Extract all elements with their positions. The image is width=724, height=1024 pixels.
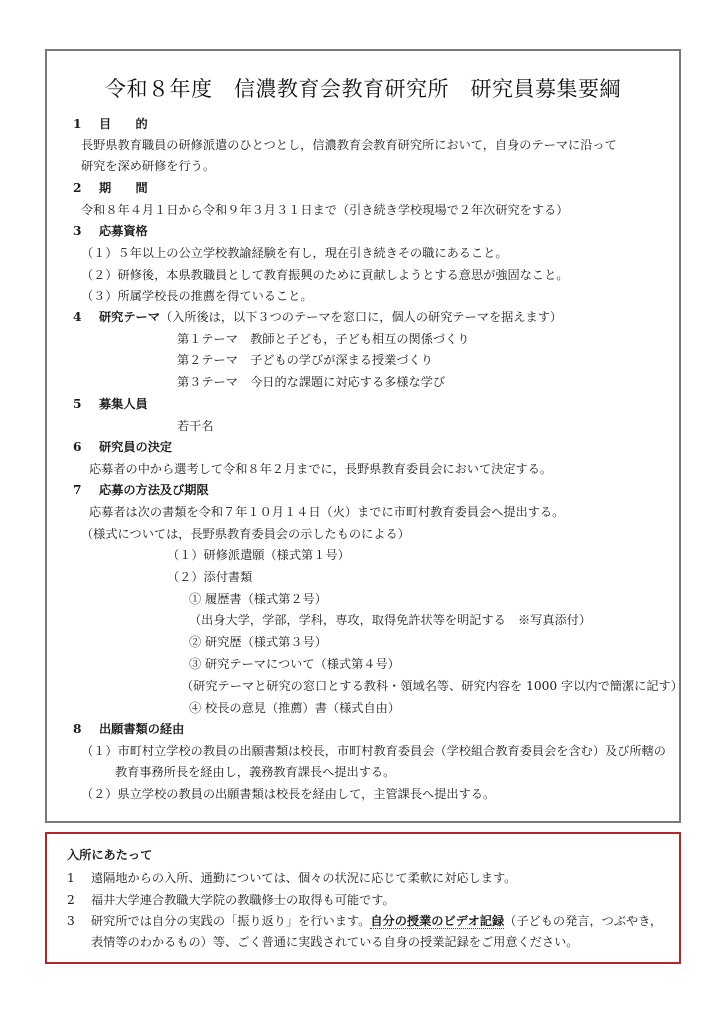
section-5-heading: 5 募集人員 [73, 397, 148, 411]
section-3-line-2: （２）研修後，本県教職員として教育振興のために貢献しようとする意思が強固なこと。 [81, 268, 569, 282]
video-record-highlight: 自分の授業のビデオ記録 [370, 914, 505, 928]
section-3-line-1: （１）５年以上の公立学校教諭経験を有し，現在引き続きその職にあること。 [81, 246, 508, 260]
theme-3: 第３テーマ 今日的な課題に対応する多様な学び [177, 375, 446, 389]
section-7-heading: 7 応募の方法及び期限 [73, 483, 209, 497]
section-7-line-1: 応募者は次の書類を令和７年１０月１４日（火）までに市町村教育委員会へ提出する。 [89, 505, 565, 519]
theme-2: 第２テーマ 子どもの学びが深まる授業づくり [177, 353, 433, 367]
section-7-line-8: ③ 研究テーマについて（様式第４号） [189, 657, 400, 671]
page-title: 令和８年度 信濃教育会教育研究所 研究員募集要綱 [105, 77, 621, 101]
section-4-note: （入所後は，以下３つのテーマを窓口に，個人の研究テーマを据えます） [159, 310, 563, 324]
notice-heading: 入所にあたって [67, 848, 153, 862]
section-5-line-1: 若干名 [177, 419, 214, 433]
main-section [45, 49, 681, 823]
section-3-line-3: （３）所属学校長の推薦を得ていること。 [81, 289, 313, 303]
section-7-line-9: （研究テーマと研究の窓口とする教科・領域名等、研究内容を 1000 字以内で簡潔に記す） [181, 679, 683, 693]
section-2-line-1: 令和８年４月１日から令和９年３月３１日まで（引き続き学校現場で２年次研究をする） [81, 203, 569, 217]
notice-item-2: 2 福井大学連合教職大学院の教職修士の取得も可能です。 [67, 893, 395, 907]
section-3-heading: 3 応募資格 [73, 224, 148, 238]
section-6-heading: 6 研究員の決定 [73, 440, 173, 454]
theme-1: 第１テーマ 教師と子ども，子ども相互の関係づくり [177, 332, 470, 346]
section-7-line-7: ② 研究歴（様式第３号） [189, 635, 327, 649]
section-8-line-2: 教育事務所長を経由し，義務教育課長へ提出する。 [115, 765, 396, 779]
section-7-line-2: （様式については，長野県教育委員会の示したものによる） [81, 527, 410, 541]
notice-item-1: 1 遠隔地からの入所、通勤については、個々の状況に応じて柔軟に対応します。 [67, 871, 517, 885]
section-2-heading: 2 期 間 [73, 181, 148, 195]
section-8-line-3: （２）県立学校の教員の出願書類は校長を経由して，主管課長へ提出する。 [81, 787, 496, 801]
section-7-line-10: ④ 校長の意見（推薦）書（様式自由） [189, 701, 401, 715]
section-7-line-3: （１）研修派遣願（様式第１号） [167, 548, 350, 562]
notice-item-3-line-2: 表情等のわかるもの）等、ごく普通に実践されている自身の授業記録をご用意ください。 [91, 935, 579, 949]
section-1-line-1: 長野県教育職員の研修派遣のひとつとし，信濃教育会教育研究所において，自身のテーマに沿って [81, 138, 617, 152]
section-7-line-6: （出身大学，学部，学科，専攻，取得免許状等を明記する ※写真添付） [189, 613, 592, 627]
section-7-line-4: （２）添付書類 [167, 570, 253, 584]
section-6-line-1: 応募者の中から選考して令和８年２月までに，長野県教育委員会において決定する。 [89, 462, 553, 476]
section-7-line-5: ① 履歴書（様式第２号） [189, 592, 327, 606]
section-8-line-1: （１）市町村立学校の教員の出願書類は校長，市町村教育委員会（学校組合教育委員会を含む）及び所轄の [81, 744, 666, 758]
notice-section [45, 832, 681, 964]
section-4-heading: 4 研究テーマ（入所後は，以下３つのテーマを窓口に，個人の研究テーマを据えます） [73, 310, 563, 324]
section-8-heading: 8 出願書類の経由 [73, 722, 185, 736]
section-1-line-2: 研究を深め研修を行う。 [81, 159, 216, 173]
notice-item-3: 3 研究所では自分の実践の「振り返り」を行います。自分の授業のビデオ記録（子どもの発言，つぶやき， [67, 914, 663, 928]
section-1-heading: 1 目 的 [73, 117, 148, 131]
